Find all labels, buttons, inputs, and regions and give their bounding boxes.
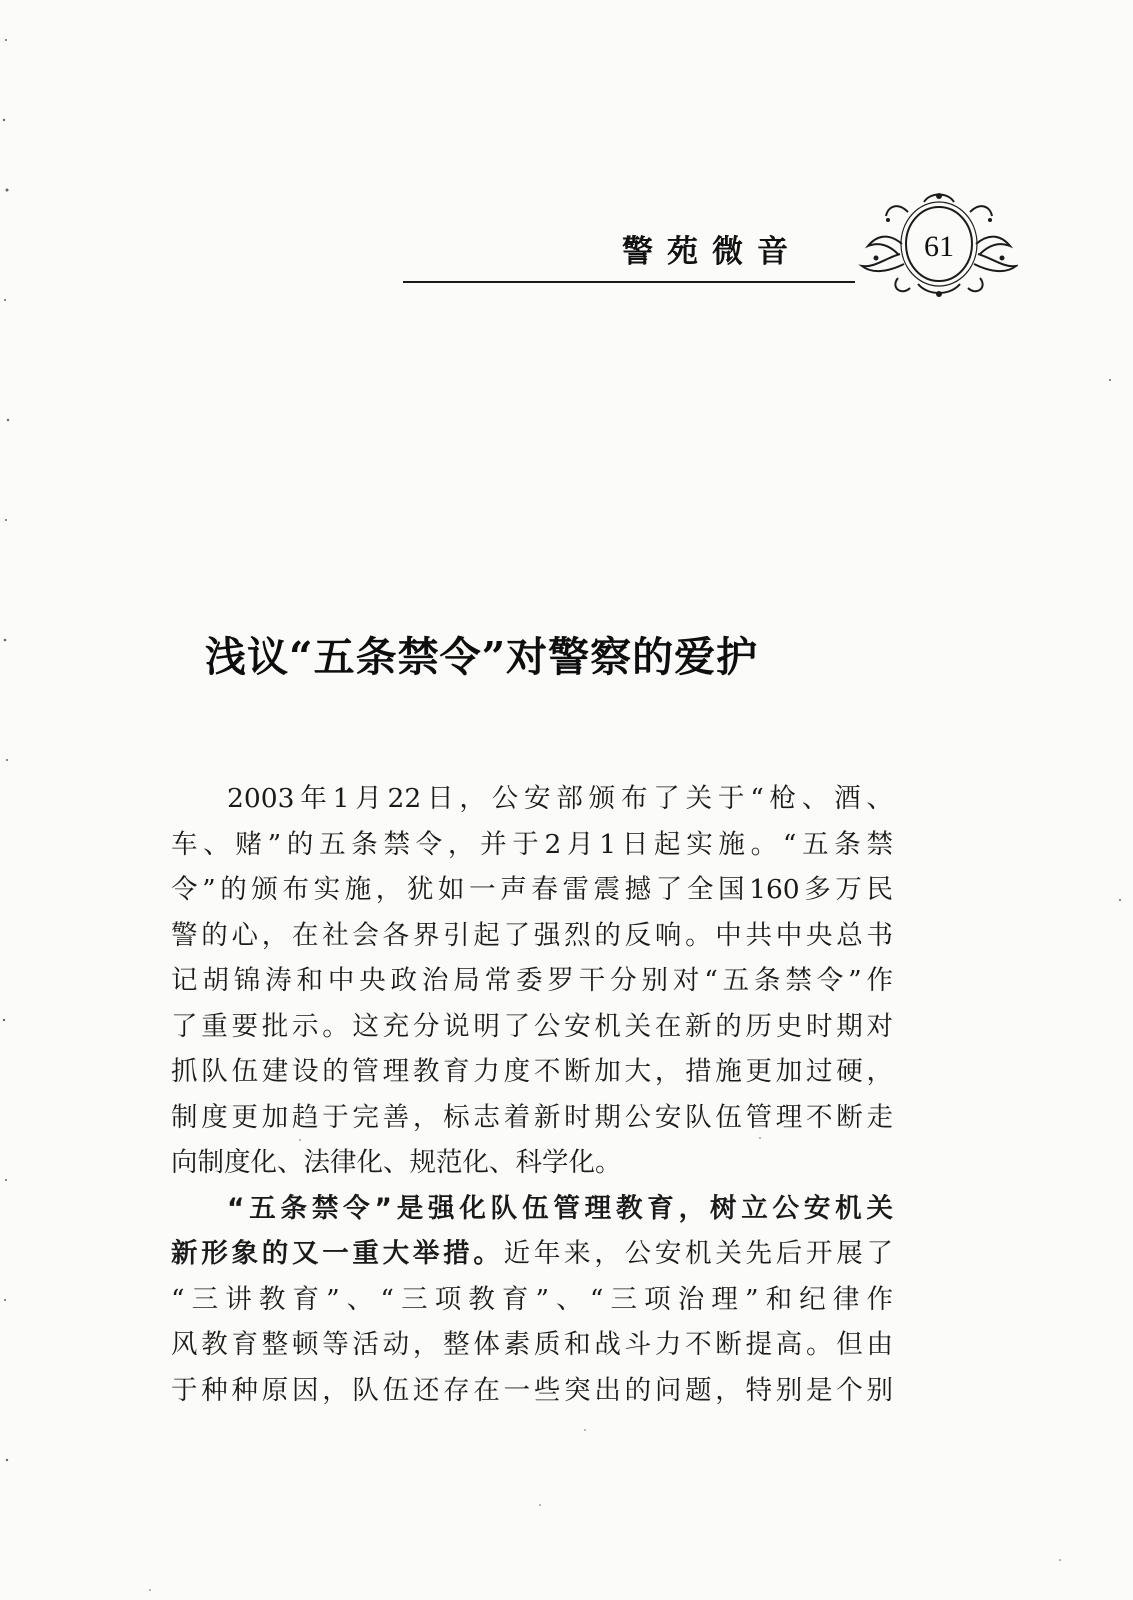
bold-lead-line: “五条禁令”是强化队伍管理教育，树立公安机关 — [227, 1192, 893, 1224]
body-line: 2003年1月22日，公安部颁布了关于“枪、酒、 — [227, 783, 893, 814]
body-line: 向制度化、法律化、规范化、科学化。 — [171, 1147, 622, 1178]
body-line: 警的心，在社会各界引起了强烈的反响。中共中央总书 — [171, 919, 893, 951]
bold-lead-text: 新形象的又一重大举措。 — [171, 1238, 504, 1269]
body-line: 了重要批示。这充分说明了公安机关在新的历史时期对 — [171, 1010, 893, 1042]
body-line: 抓队伍建设的管理教育力度不断加大，措施更加过硬， — [171, 1056, 893, 1087]
body-line: 令”的颁布实施，犹如一声春雷震撼了全国160多万民 — [171, 874, 893, 905]
body-line: 车、赌”的五条禁令，并于2月1日起实施。“五条禁 — [171, 828, 893, 860]
body-line: 制度更加趋于完善，标志着新时期公安队伍管理不断走 — [171, 1101, 893, 1133]
body-line: “三讲教育”、“三项教育”、“三项治理”和纪律作 — [171, 1283, 893, 1315]
body-line: 于种种原因，队伍还存在一些突出的问题，特别是个别 — [171, 1374, 893, 1406]
page-number: 61 — [924, 230, 954, 263]
article-title: 浅议“五条禁令”对警察的爱护 — [205, 633, 759, 681]
body-line: 风教育整顿等活动，整体素质和战斗力不断提高。但由 — [171, 1329, 893, 1360]
body-line: 记胡锦涛和中央政治局常委罗干分别对“五条禁令”作 — [171, 965, 893, 996]
section-title: 警苑微音 — [622, 234, 802, 270]
body-text-run: 近年来，公安机关先后开展了 — [503, 1238, 894, 1269]
